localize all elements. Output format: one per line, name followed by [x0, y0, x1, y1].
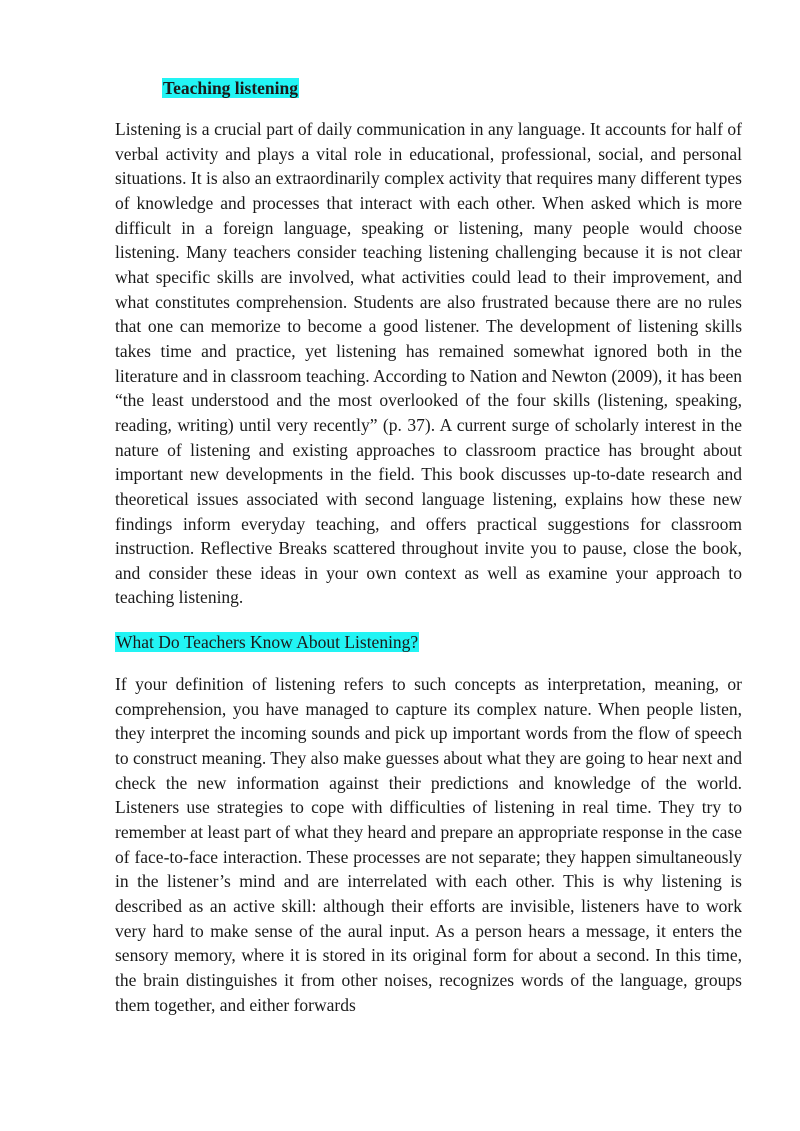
body-paragraph: If your definition of listening refers to such concepts as interpretation, meaning, or comprehension, you have managed to capture its complex nature. When people listen, they interpret the incoming sounds and pick up important words from the flow of speech to construct meaning. They also make guesses about what they are going to hear next and check the new information against their predictions and knowledge of the world. Listeners use strategies to cope with difficulties of listening in real time. They try to remember at least part of what they heard and prepare an appropriate response in the case of face-to-face interaction. These processes are not separate; they happen simultaneously in the listener’s mind and are interrelated with each other. This is why listening is described as an active skill: although their efforts are invisible, listeners have to work very hard to make sense of the aural input. As a person hears a message, it enters the sensory memory, where it is stored in its original form for about a second. In this time, the brain distinguishes it from other noises, recognizes words of the language, groups them together, and either forwards: [115, 674, 742, 1015]
section-heading: What Do Teachers Know About Listening?: [116, 632, 419, 653]
intro-paragraph: Listening is a crucial part of daily communication in any language. It accounts for half of verbal activity and plays a vital role in educational, professional, social, and personal situations. It is also an extraordinarily complex activity that requires many different types of knowledge and processes that interact with each other. When asked which is more difficult in a foreign language, speaking or listening, many people would choose listening. Many teachers consider teaching listening challenging because it is not clear what specific skills are involved, what activities could lead to their improvement, and what constitutes comprehension. Students are also frustrated because there are no rules that one can memorize to become a good listener. The development of listening skills takes time and practice, yet listening has remained somewhat ignored both in the literature and in classroom teaching. According to Nation and Newton (2009), it has been “the least understood and the most overlooked of the four skills (listening, speaking, reading, writing) until very recently” (p. 37). A current surge of scholarly interest in the nature of listening and existing approaches to classroom practice has brought about important new developments in the field. This book discusses up-to-date research and theoretical issues associated with second language listening, explains how these new findings inform everyday teaching, and offers practical suggestions for classroom instruction. Reflective Breaks scattered throughout invite you to pause, close the book, and consider these ideas in your own context as well as examine your approach to teaching listening.: [115, 119, 742, 608]
title-line: [115, 74, 742, 102]
page-content: [115, 74, 742, 1017]
section-heading-line: [115, 629, 742, 655]
paragraph-spacer: [115, 610, 742, 629]
document-title: Teaching listening: [163, 78, 299, 98]
